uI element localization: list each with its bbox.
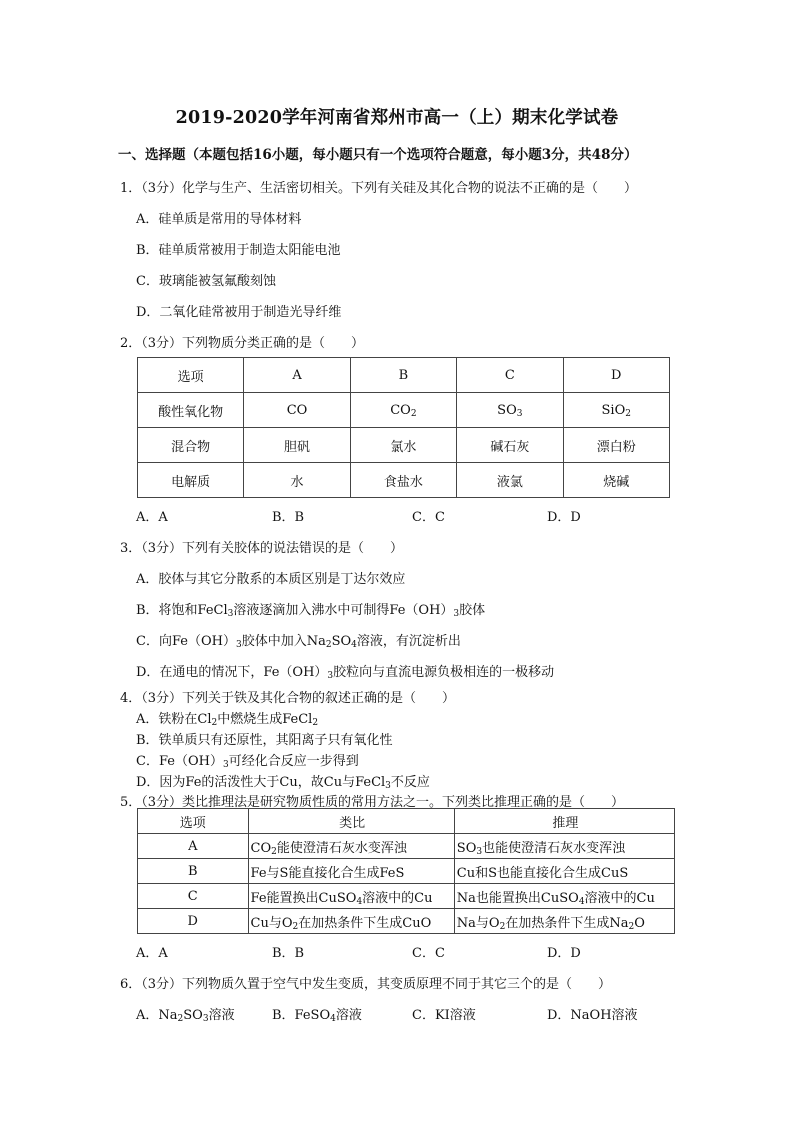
table-cell: 选项 bbox=[138, 809, 249, 834]
table-row bbox=[138, 463, 670, 498]
table-cell: Fe与S能直接化合生成FeS bbox=[248, 859, 454, 884]
question-2-option-b[interactable]: B．B bbox=[272, 510, 305, 525]
table-cell: 胆矾 bbox=[244, 428, 350, 463]
table-cell: Fe能置换出CuSO$_4$溶液中的Cu bbox=[248, 884, 454, 909]
table-cell: 氯水 bbox=[350, 428, 456, 463]
question-4-stem: 4．（3分）下列关于铁及其化合物的叙述正确的是（ ） bbox=[120, 691, 456, 706]
question-5-option-a[interactable]: A．A bbox=[136, 946, 168, 961]
table-cell: B bbox=[350, 358, 456, 393]
question-5-option-c[interactable]: C．C bbox=[412, 946, 445, 961]
question-3-option-b[interactable]: B．将饱和FeCl$_3$溶液逐滴加入沸水中可制得$Fe(OH)_3$胶体 bbox=[136, 603, 486, 619]
question-5-option-d[interactable]: D．D bbox=[547, 946, 581, 961]
table-row bbox=[138, 393, 670, 428]
question-4-option-b[interactable]: B．铁单质只有还原性，其阳离子只有氧化性 bbox=[136, 733, 393, 748]
exam-title: 2019-2020学年河南省郑州市高一（上）期末化学试卷 bbox=[175, 108, 619, 128]
table-cell: B bbox=[138, 859, 249, 884]
question-1-stem: 1．（3分）化学与生产、生活密切相关。下列有关硅及其化合物的说法不正确的是（ ） bbox=[120, 181, 638, 196]
section-heading: 一、选择题（本题包括16小题，每小题只有一个选项符合题意，每小题3分，共48分） bbox=[118, 147, 638, 163]
question-1-option-b[interactable]: B．硅单质常被用于制造太阳能电池 bbox=[136, 243, 341, 258]
question-2-table bbox=[137, 357, 670, 498]
question-3-stem: 3．（3分）下列有关胶体的说法错误的是（ ） bbox=[120, 541, 404, 556]
table-cell: 混合物 bbox=[138, 428, 244, 463]
table-cell: 食盐水 bbox=[350, 463, 456, 498]
question-4-option-c[interactable]: C．$Fe(OH)_3$可经化合反应一步得到 bbox=[136, 754, 359, 770]
table-cell: 烧碱 bbox=[563, 463, 669, 498]
table-cell: 液氯 bbox=[457, 463, 563, 498]
question-6-option-a[interactable]: A．$Na_2SO_3$溶液 bbox=[136, 1008, 235, 1024]
table-cell: 推理 bbox=[454, 809, 674, 834]
table-cell: D bbox=[563, 358, 669, 393]
table-cell: D bbox=[138, 909, 249, 934]
question-6-stem: 6．（3分）下列物质久置于空气中发生变质，其变质原理不同于其它三个的是（ ） bbox=[120, 977, 612, 992]
table-cell: $CO_2$ bbox=[350, 393, 456, 428]
table-cell: 酸性氧化物 bbox=[138, 393, 244, 428]
question-2-option-a[interactable]: A．A bbox=[136, 510, 168, 525]
question-4-option-d[interactable]: D．因为Fe的活泼性大于Cu，故Cu与FeCl$_3$不反应 bbox=[136, 775, 430, 791]
table-cell: SiO$_2$ bbox=[563, 393, 669, 428]
table-row bbox=[138, 884, 675, 909]
table-cell: CO bbox=[244, 393, 350, 428]
table-cell: 漂白粉 bbox=[563, 428, 669, 463]
question-5-table bbox=[137, 808, 675, 934]
table-cell: 水 bbox=[244, 463, 350, 498]
question-6-option-d[interactable]: D．NaOH溶液 bbox=[547, 1008, 638, 1023]
table-cell: A bbox=[244, 358, 350, 393]
table-row bbox=[138, 834, 675, 859]
question-5-stem: 5．（3分）类比推理法是研究物质性质的常用方法之一。下列类比推理正确的是（ ） bbox=[120, 795, 625, 810]
table-cell: 选项 bbox=[138, 358, 244, 393]
table-row bbox=[138, 809, 675, 834]
question-2-option-d[interactable]: D．D bbox=[547, 510, 581, 525]
table-cell: Na也能置换出CuSO$_4$溶液中的Cu bbox=[454, 884, 674, 909]
question-3-option-d[interactable]: D．在通电的情况下，$Fe(OH)_3$胶粒向与直流电源负极相连的一极移动 bbox=[136, 665, 555, 681]
table-cell: 类比 bbox=[248, 809, 454, 834]
table-row bbox=[138, 859, 675, 884]
question-3-option-c[interactable]: C．向$Fe(OH)_3$胶体中加入$Na_2SO_4$溶液，有沉淀析出 bbox=[136, 634, 461, 650]
question-1-option-d[interactable]: D．二氧化硅常被用于制造光导纤维 bbox=[136, 305, 342, 320]
table-cell: 电解质 bbox=[138, 463, 244, 498]
question-1-option-c[interactable]: C．玻璃能被氢氟酸刻蚀 bbox=[136, 274, 276, 289]
question-6-option-c[interactable]: C．KI溶液 bbox=[412, 1008, 476, 1023]
table-row bbox=[138, 909, 675, 934]
table-cell: C bbox=[138, 884, 249, 909]
table-cell: C bbox=[457, 358, 563, 393]
question-5-option-b[interactable]: B．B bbox=[272, 946, 305, 961]
question-2-stem: 2．（3分）下列物质分类正确的是（ ） bbox=[120, 336, 365, 351]
table-row bbox=[138, 428, 670, 463]
table-cell: Na与$O_2$在加热条件下生成$Na_2O$ bbox=[454, 909, 674, 934]
table-cell: A bbox=[138, 834, 249, 859]
table-cell: 碱石灰 bbox=[457, 428, 563, 463]
question-4-option-a[interactable]: A．铁粉在$Cl_2$中燃烧生成FeCl$_2$ bbox=[136, 712, 319, 728]
question-2-option-c[interactable]: C．C bbox=[412, 510, 445, 525]
table-cell: $CO_2$能使澄清石灰水变浑浊 bbox=[248, 834, 454, 859]
table-cell: $SO_3$ bbox=[457, 393, 563, 428]
table-cell: $SO_3$也能使澄清石灰水变浑浊 bbox=[454, 834, 674, 859]
table-cell: Cu和S也能直接化合生成CuS bbox=[454, 859, 674, 884]
table-row bbox=[138, 358, 670, 393]
question-6-option-b[interactable]: B．FeSO$_4$溶液 bbox=[272, 1008, 362, 1024]
question-3-option-a[interactable]: A．胶体与其它分散系的本质区别是丁达尔效应 bbox=[136, 572, 406, 587]
question-1-option-a[interactable]: A．硅单质是常用的导体材料 bbox=[136, 212, 302, 227]
table-cell: Cu与$O_2$在加热条件下生成CuO bbox=[248, 909, 454, 934]
